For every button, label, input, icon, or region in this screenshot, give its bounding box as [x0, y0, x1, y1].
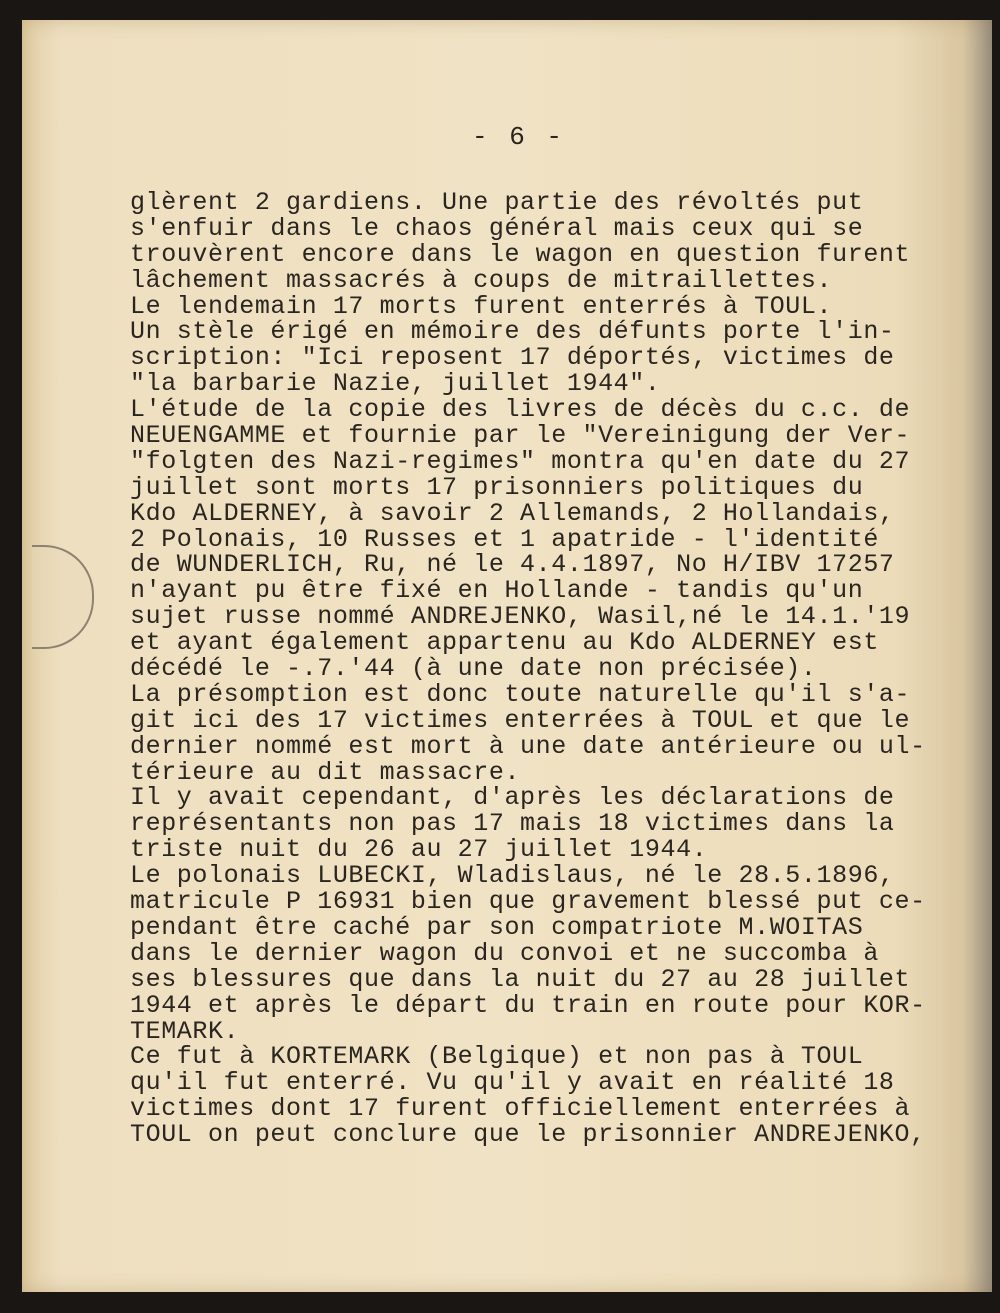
page-tab-marker — [32, 545, 94, 649]
text-line: TOUL on peut conclure que le prisonnier ANDREJENKO, — [130, 1120, 926, 1150]
text-line: trouvèrent encore dans le wagon en question furent — [130, 239, 911, 269]
text-line: Kdo ALDERNEY, à savoir 2 Allemands, 2 Hollandais, — [130, 498, 895, 528]
text-line: sujet russe nommé ANDREJENKO, Wasil,né le 14.1.'19 — [130, 602, 911, 632]
text-line: TEMARK. — [130, 1016, 240, 1046]
text-line: et ayant également appartenu au Kdo ALDERNEY est — [130, 628, 879, 658]
text-line: pendant être caché par son compatriote M.WOITAS — [130, 912, 864, 942]
text-line: dans le dernier wagon du convoi et ne succomba à — [130, 938, 879, 968]
text-line: "la barbarie Nazie, juillet 1944". — [130, 369, 661, 399]
typewritten-text — [130, 190, 950, 1148]
text-line: juillet sont morts 17 prisonniers politiques du — [130, 472, 864, 502]
text-line: Il y avait cependant, d'après les déclarations de — [130, 783, 895, 813]
text-line: L'étude de la copie des livres de décès du c.c. de — [130, 395, 911, 425]
text-line: 1944 et après le départ du train en route pour KOR- — [130, 990, 926, 1020]
text-line: Un stèle érigé en mémoire des défunts porte l'in- — [130, 317, 895, 347]
page-number: - 6 - — [472, 122, 566, 152]
text-line: décédé le -.7.'44 (à une date non précisée). — [130, 654, 817, 684]
text-line: 2 Polonais, 10 Russes et 1 apatride - l'identité — [130, 524, 879, 554]
text-line: représentants non pas 17 mais 18 victimes dans la — [130, 809, 895, 839]
text-line: de WUNDERLICH, Ru, né le 4.4.1897, No H/IBV 17257 — [130, 550, 895, 580]
text-line: glèrent 2 gardiens. Une partie des révoltés put — [130, 188, 864, 217]
text-line: ses blessures que dans la nuit du 27 au 28 juillet — [130, 964, 911, 994]
text-line: scription: "Ici reposent 17 déportés, victimes de — [130, 343, 895, 373]
text-line: NEUENGAMME et fournie par le "Vereinigung der Ver- — [130, 421, 911, 451]
text-line: n'ayant pu être fixé en Hollande - tandis qu'un — [130, 576, 864, 606]
text-line: victimes dont 17 furent officiellement enterrées à — [130, 1094, 911, 1124]
text-line: térieure au dit massacre. — [130, 757, 521, 787]
text-line: lâchement massacrés à coups de mitraillettes. — [130, 265, 833, 295]
text-line: matricule P 16931 bien que gravement blessé put ce- — [130, 887, 926, 917]
text-line: s'enfuir dans le chaos général mais ceux qui se — [130, 213, 864, 243]
text-line: triste nuit du 26 au 27 juillet 1944. — [130, 835, 708, 865]
text-line: qu'il fut enterré. Vu qu'il y avait en réalité 18 — [130, 1068, 895, 1098]
text-line: git ici des 17 victimes enterrées à TOUL et que le — [130, 705, 911, 735]
text-line: Ce fut à KORTEMARK (Belgique) et non pas à TOUL — [130, 1042, 864, 1072]
text-line: Le polonais LUBECKI, Wladislaus, né le 28.5.1896, — [130, 861, 895, 891]
text-line: La présomption est donc toute naturelle qu'il s'a- — [130, 679, 911, 709]
text-line: Le lendemain 17 morts furent enterrés à TOUL. — [130, 291, 833, 321]
text-line: dernier nommé est mort à une date antérieure ou ul- — [130, 731, 926, 761]
text-line: "folgten des Nazi-regimes" montra qu'en date du 27 — [130, 446, 911, 476]
